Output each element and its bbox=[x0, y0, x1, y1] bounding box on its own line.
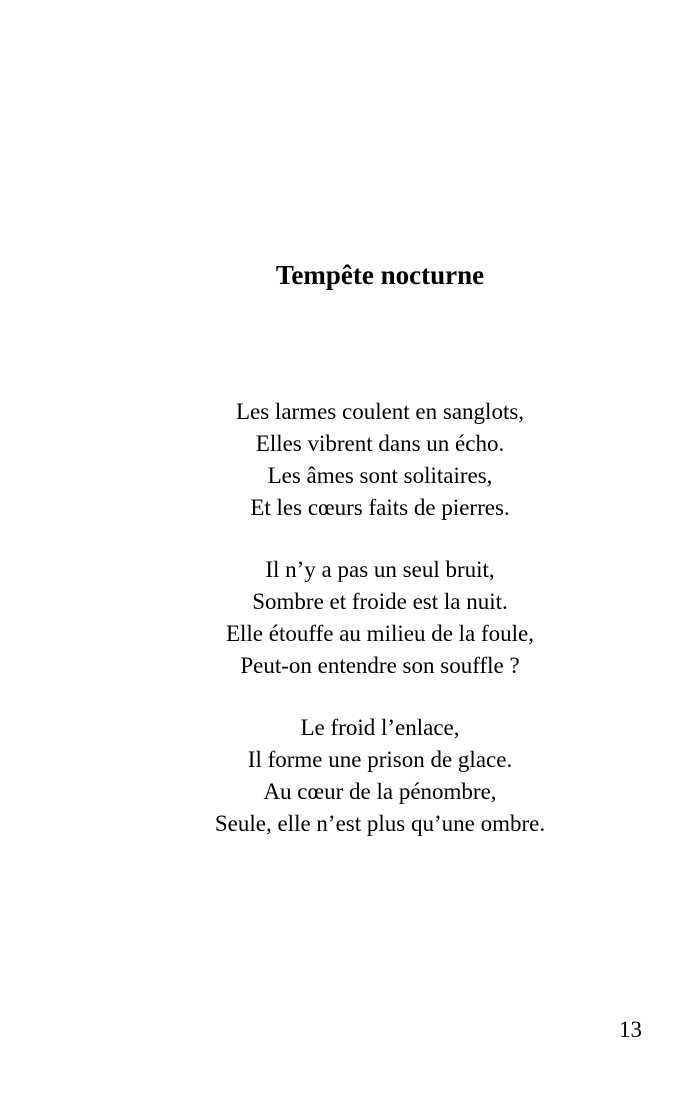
poem-line: Au cœur de la pénombre, bbox=[263, 779, 497, 804]
poem-line: Elle étouffe au milieu de la foule, bbox=[225, 621, 535, 646]
stanza-3 bbox=[0, 712, 700, 840]
poem-title: Tempête nocturne bbox=[275, 260, 485, 290]
poem-line: Peut-on entendre son souffle ? bbox=[240, 653, 520, 678]
poem-line: Les larmes coulent en sanglots, bbox=[235, 399, 525, 424]
poem-line: Le froid l’enlace, bbox=[300, 715, 460, 740]
page-number: 13 bbox=[619, 1017, 642, 1042]
poem-line: Il forme une prison de glace. bbox=[247, 747, 513, 772]
poem-line: Les âmes sont solitaires, bbox=[267, 463, 493, 488]
stanza-2 bbox=[0, 554, 700, 682]
stanza-1 bbox=[0, 396, 700, 524]
poem-line: Et les cœurs faits de pierres. bbox=[250, 495, 510, 520]
poem-line: Seule, elle n’est plus qu’une ombre. bbox=[214, 811, 546, 836]
poem-line: Il n’y a pas un seul bruit, bbox=[265, 557, 495, 582]
poem-body bbox=[0, 396, 700, 870]
poem-line: Sombre et froide est la nuit. bbox=[252, 589, 508, 614]
poem-line: Elles vibrent dans un écho. bbox=[255, 431, 505, 456]
